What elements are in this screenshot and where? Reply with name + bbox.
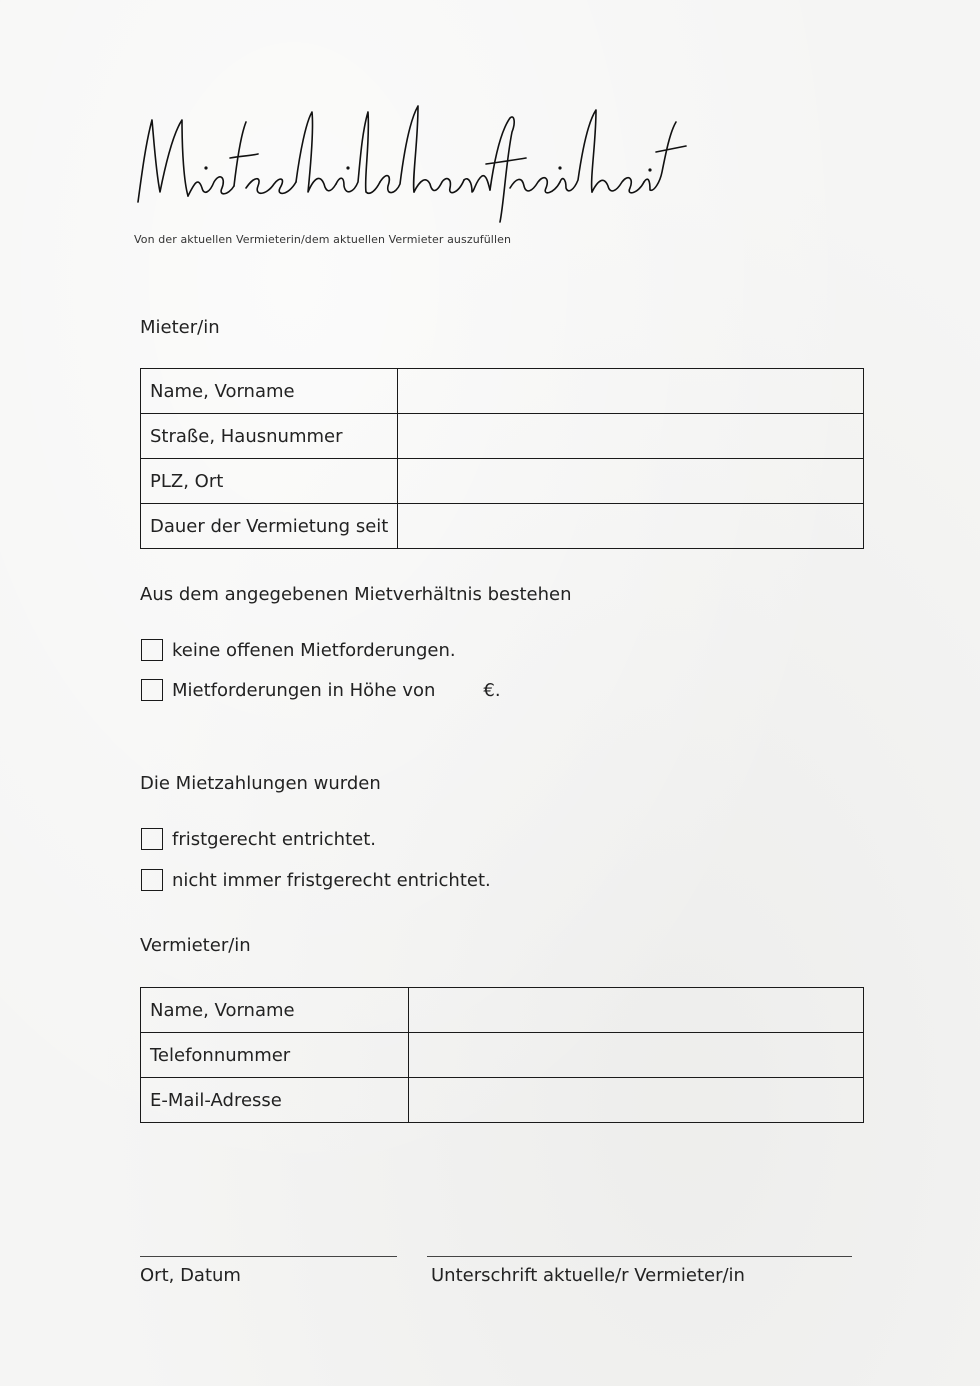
on-time-label: fristgerecht entrichtet.: [172, 828, 376, 850]
tenant-name-label: Name, Vorname: [141, 369, 398, 414]
table-row: [141, 1078, 864, 1123]
option-on-time: [141, 826, 376, 852]
tenant-name-field[interactable]: [397, 369, 863, 414]
on-time-checkbox[interactable]: [141, 828, 163, 850]
tenant-city-label: PLZ, Ort: [141, 459, 398, 504]
place-date-label: Ort, Datum: [140, 1265, 241, 1286]
no-claims-checkbox[interactable]: [141, 639, 163, 661]
option-claims-amount: [141, 677, 501, 703]
landlord-email-field[interactable]: [408, 1078, 863, 1123]
table-row: [141, 369, 864, 414]
tenant-street-field[interactable]: [397, 414, 863, 459]
tenant-duration-field[interactable]: [397, 504, 863, 549]
table-row: [141, 988, 864, 1033]
tenant-city-field[interactable]: [397, 459, 863, 504]
option-no-claims: [141, 637, 456, 663]
tenant-table: [140, 368, 864, 549]
not-on-time-checkbox[interactable]: [141, 869, 163, 891]
landlord-phone-label: Telefonnummer: [141, 1033, 409, 1078]
euro-suffix: €.: [483, 679, 501, 701]
tenant-duration-label: Dauer der Vermietung seit: [141, 504, 398, 549]
payments-section-label: Die Mietzahlungen wurden: [140, 773, 381, 794]
tenant-street-label: Straße, Hausnummer: [141, 414, 398, 459]
page-title: [130, 92, 690, 232]
signature-line[interactable]: [427, 1256, 852, 1257]
table-row: [141, 504, 864, 549]
option-not-on-time: [141, 867, 491, 893]
no-claims-label: keine offenen Mietforderungen.: [172, 639, 456, 661]
landlord-section-label: Vermieter/in: [140, 935, 251, 956]
place-date-line[interactable]: [140, 1256, 397, 1257]
table-row: [141, 459, 864, 504]
landlord-email-label: E-Mail-Adresse: [141, 1078, 409, 1123]
claims-amount-checkbox[interactable]: [141, 679, 163, 701]
signature-label: Unterschrift aktuelle/r Vermieter/in: [431, 1265, 745, 1286]
landlord-table: [140, 987, 864, 1123]
not-on-time-label: nicht immer fristgerecht entrichtet.: [172, 869, 491, 891]
page-subtitle: Von der aktuellen Vermieterin/dem aktuellen Vermieter auszufüllen: [134, 233, 512, 246]
landlord-name-label: Name, Vorname: [141, 988, 409, 1033]
landlord-name-field[interactable]: [408, 988, 863, 1033]
landlord-phone-field[interactable]: [408, 1033, 863, 1078]
table-row: [141, 414, 864, 459]
tenant-section-label: Mieter/in: [140, 317, 220, 338]
title-lettering: [130, 92, 690, 232]
claims-section-label: Aus dem angegebenen Mietverhältnis bestehen: [140, 584, 572, 605]
table-row: [141, 1033, 864, 1078]
claims-amount-label: Mietforderungen in Höhe von: [172, 679, 436, 701]
